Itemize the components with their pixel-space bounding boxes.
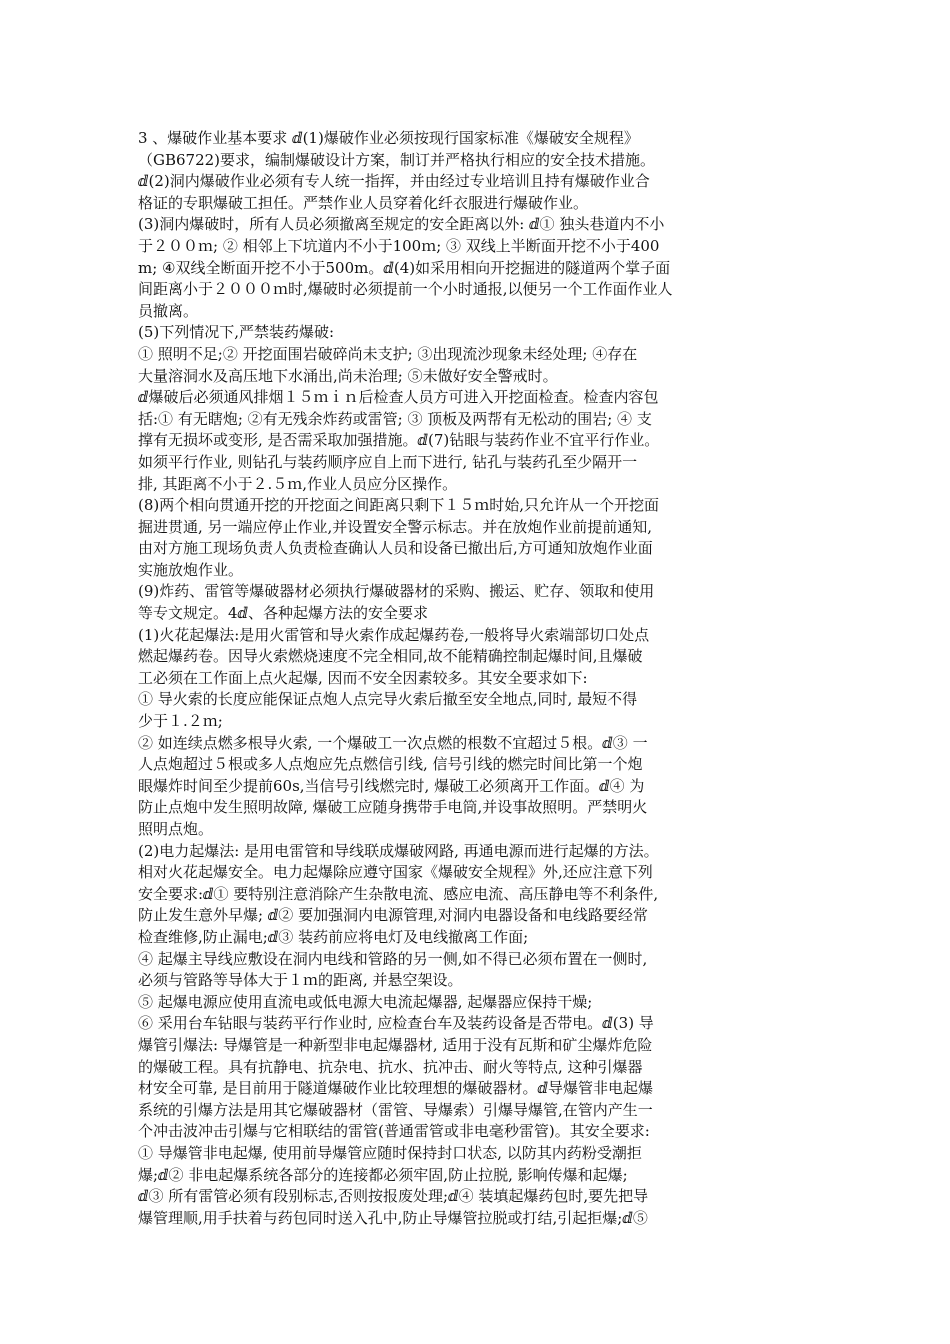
text-line: 掘进贯通, 另一端应停止作业,并设置安全警示标志。并在放炮作业前提前通知, [138, 517, 653, 536]
document-body [138, 128, 818, 1229]
text-line: ① 照明不足;② 开挖面围岩破碎尚未支护; ③出现流沙现象未经处理; ④存在 [138, 344, 638, 363]
text-line: ⅆ③ 所有雷管必须有段别标志,否则按报废处理;ⅆ④ 装填起爆药包时,要先把导 [138, 1187, 649, 1206]
text-line: 爆管理顺,用手扶着与药包同时送入孔中,防止导爆管拉脱或打结,引起拒爆;ⅆ⑤ [138, 1208, 648, 1227]
text-line: (2)电力起爆法: 是用电雷管和导线联成爆破网路, 再通电源而进行起爆的方法。 [138, 841, 659, 860]
text-line: 括:① 有无瞎炮; ②有无残余炸药或雷管; ③ 顶板及两帮有无松动的围岩; ④ 支 [138, 409, 652, 428]
text-line: 检查维修,防止漏电;ⅆ③ 装药前应将电灯及电线撤离工作面; [138, 927, 529, 946]
text-line: ⑥ 采用台车钻眼与装药平行作业时, 应检查台车及装药设备是否带电。ⅆ(3) 导 [138, 1014, 654, 1033]
text-line: 爆;ⅆ② 非电起爆系统各部分的连接都必须牢固,防止拉脱, 影响传爆和起爆; [138, 1165, 628, 1184]
text-line: 少于１.２ｍ; [138, 712, 223, 731]
text-line: 大量溶洞水及高压地下水涌出,尚未治理; ⑤未做好安全警戒时。 [138, 366, 558, 385]
text-line: (3)洞内爆破时，所有人员必须撤离至规定的安全距离以外: ⅆ① 独头巷道内不小 [138, 215, 665, 234]
text-line: (9)炸药、雷管等爆破器材必须执行爆破器材的采购、搬运、贮存、领取和使用 [138, 582, 655, 601]
text-line: ① 导爆管非电起爆, 使用前导爆管应随时保持封口状态, 以防其内药粉受潮拒 [138, 1143, 642, 1162]
text-line: 的爆破工程。具有抗静电、抗杂电、抗水、抗冲击、耐火等特点, 这种引爆器 [138, 1057, 643, 1076]
text-line: ① 导火索的长度应能保证点炮人点完导火索后撤至安全地点,同时, 最短不得 [138, 690, 638, 709]
text-line: 系统的引爆方法是用其它爆破器材（雷管、导爆索）引爆导爆管,在管内产生一 [138, 1100, 653, 1119]
text-line: 照明点炮。 [138, 820, 214, 838]
text-line: m; ④双线全断面开挖不小于500m。ⅆ(4)如采用相向开挖掘进的隧道两个掌子面 [138, 258, 671, 277]
text-line: 工必须在工作面上点火起爆, 因而不安全因素较多。其安全要求如下: [138, 668, 588, 687]
text-line: (5)下列情况下,严禁装药爆破: [138, 323, 335, 342]
text-line: 个冲击波冲击引爆与它相联结的雷管(普通雷管或非电毫秒雷管)。其安全要求: [138, 1122, 650, 1141]
text-line: 排, 其距离不小于２.５ｍ,作业人员应分区操作。 [138, 474, 458, 493]
text-line: 3 、爆破作业基本要求 ⅆ(1)爆破作业必须按现行国家标准《爆破安全规程》 [138, 129, 639, 147]
text-line: 实施放炮作业。 [138, 560, 244, 579]
text-line: 撑有无损坏或变形, 是否需采取加强措施。ⅆ(7)钻眼与装药作业不宜平行作业。 [138, 431, 660, 450]
text-line: 相对火花起爆安全。电力起爆除应遵守国家《爆破安全规程》外,还应注意下列 [138, 863, 653, 882]
text-line: (8)两个相向贯通开挖的开挖面之间距离只剩下１５ｍ时始,只允许从一个开挖面 [138, 496, 660, 515]
text-line: ② 如连续点燃多根导火索, 一个爆破工一次点燃的根数不宜超过５根。ⅆ③ 一 [138, 733, 648, 752]
text-line: 人点炮超过５根或多人点炮应先点燃信引线, 信号引线的燃完时间比第一个炮 [138, 755, 643, 774]
text-line: 爆管引爆法: 导爆管是一种新型非电起爆器材, 适用于没有瓦斯和矿尘爆炸危险 [138, 1035, 653, 1054]
text-line: ④ 起爆主导线应敷设在洞内电线和管路的另一侧,如不得已必须布置在一侧时, [138, 949, 648, 968]
text-line: 防止点炮中发生照明故障, 爆破工应随身携带手电筒,并设事故照明。严禁明火 [138, 798, 648, 817]
text-line: ⅆ爆破后必须通风排烟１５ｍｉｎ后检查人员方可进入开挖面检查。检查内容包 [138, 388, 659, 407]
text-line: （GB6722)要求，编制爆破设计方案，制订并严格执行相应的安全技术措施。 [138, 150, 656, 169]
text-line: 如须平行作业, 则钻孔与装药顺序应自上而下进行, 钻孔与装药孔至少隔开一 [138, 452, 638, 471]
text-line: 间距离小于２０００ｍ时,爆破时必须提前一个小时通报,以便另一个工作面作业人 [138, 280, 673, 299]
text-line: 等专文规定。4ⅆ、各种起爆方法的安全要求 [138, 604, 429, 623]
text-line: ⅆ(2)洞内爆破作业必须有专人统一指挥，并由经过专业培训且持有爆破作业合 [138, 172, 650, 191]
text-line: 由对方施工现场负责人负责检查确认人员和设备已撤出后,方可通知放炮作业面 [138, 539, 653, 558]
text-line: 员撤离。 [138, 301, 199, 320]
text-line: 必须与管路等导体大于１ｍ的距离, 并悬空架设。 [138, 971, 463, 990]
text-line: 防止发生意外早爆; ⅆ② 要加强洞内电源管理,对洞内电器设备和电线路要经常 [138, 906, 648, 925]
text-line: 安全要求:ⅆ① 要特别注意消除产生杂散电流、感应电流、高压静电等不利条件, [138, 884, 659, 903]
text-line: (1)火花起爆法:是用火雷管和导火索作成起爆药卷,一般将导火索端部切口处点 [138, 625, 650, 644]
text-line: 格证的专职爆破工担任。严禁作业人员穿着化纤衣服进行爆破作业。 [138, 193, 589, 212]
text-line: 材安全可靠, 是目前用于隧道爆破作业比较理想的爆破器材。ⅆ导爆管非电起爆 [138, 1079, 654, 1098]
text-line: 于２００ｍ; ② 相邻上下坑道内不小于100ｍ; ③ 双线上半断面开挖不小于400 [138, 236, 660, 255]
text-line: 燃起爆药卷。因导火索燃烧速度不完全相同,故不能精确控制起爆时间,且爆破 [138, 647, 643, 666]
text-line: 眼爆炸时间至少提前60s,当信号引线燃完时, 爆破工必须离开工作面。ⅆ④ 为 [138, 776, 645, 795]
text-line: ⑤ 起爆电源应使用直流电或低电源大电流起爆器, 起爆器应保持干燥; [138, 992, 593, 1011]
